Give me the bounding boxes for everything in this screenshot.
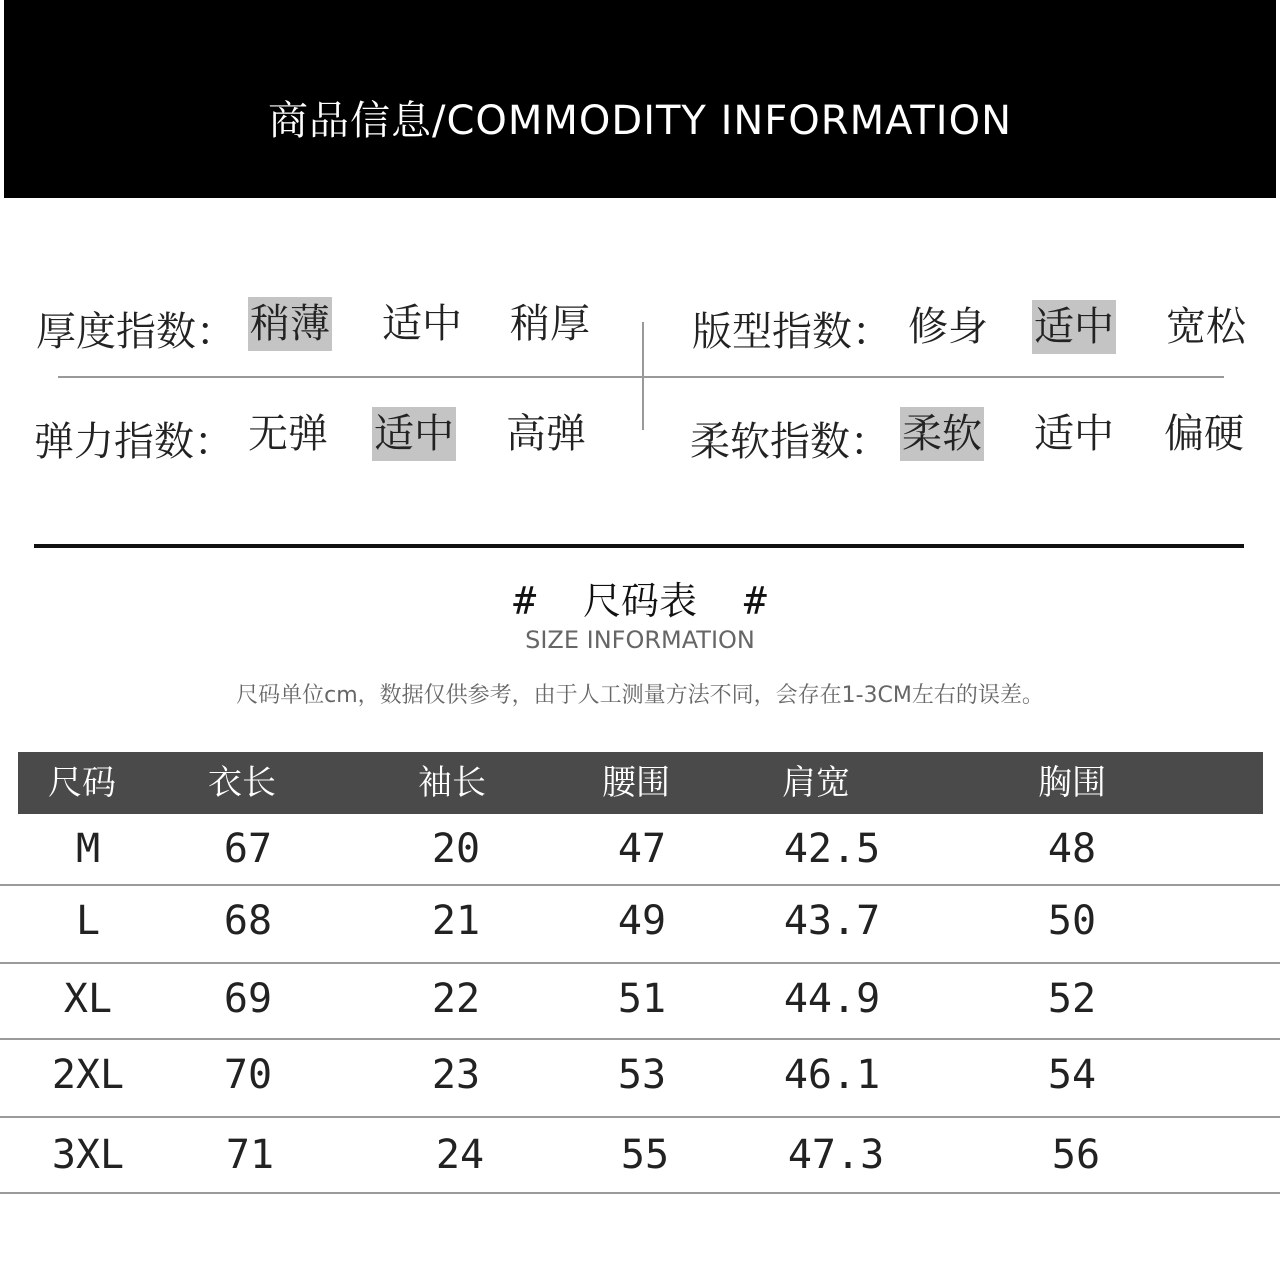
table-row-divider: [0, 884, 1280, 886]
thickness-label: 厚度指数：: [36, 309, 236, 355]
size-chart-subtitle: SIZE INFORMATION: [525, 626, 755, 654]
table-cell: 42.5: [783, 826, 881, 872]
softness-option-hard: 偏硬: [1164, 411, 1244, 457]
fit-option-regular: 适中: [1032, 300, 1116, 354]
table-cell: M: [75, 826, 101, 872]
table-cell: 21: [431, 898, 481, 944]
thickness-option-medium: 适中: [382, 301, 462, 347]
table-cell: 46.1: [783, 1052, 881, 1098]
elasticity-option-medium: 适中: [372, 407, 456, 461]
column-header-sleeve: 袖长: [418, 763, 486, 803]
elasticity-option-high: 高弹: [506, 411, 586, 457]
index-divider-vertical: [642, 322, 644, 430]
header-banner: [4, 0, 1276, 198]
softness-option-medium: 适中: [1034, 411, 1114, 457]
table-cell: 55: [620, 1132, 670, 1178]
table-cell: 52: [1047, 976, 1097, 1022]
table-cell: 51: [617, 976, 667, 1022]
table-cell: XL: [63, 976, 113, 1022]
table-row-divider: [0, 1116, 1280, 1118]
table-cell: 48: [1047, 826, 1097, 872]
column-header-waist: 腰围: [602, 763, 670, 803]
table-cell: 67: [223, 826, 273, 872]
table-cell: 49: [617, 898, 667, 944]
table-cell: 68: [223, 898, 273, 944]
table-cell: 53: [617, 1052, 667, 1098]
table-cell: 43.7: [783, 898, 881, 944]
size-chart-title: # 尺码表 #: [513, 579, 767, 623]
index-divider-horizontal: [58, 376, 1224, 378]
elasticity-option-none: 无弹: [248, 411, 328, 457]
size-table-header: [18, 752, 1263, 814]
size-chart-note: 尺码单位cm，数据仅供参考，由于人工测量方法不同，会存在1-3CM左右的误差。: [236, 683, 1044, 708]
table-cell: 2XL: [51, 1052, 125, 1098]
section-divider: [34, 544, 1244, 548]
table-row-divider: [0, 1192, 1280, 1194]
fit-option-slim: 修身: [908, 304, 988, 350]
table-cell: 3XL: [51, 1132, 125, 1178]
table-row-divider: [0, 1038, 1280, 1040]
column-header-length: 衣长: [208, 763, 276, 803]
table-cell: 70: [223, 1052, 273, 1098]
table-cell: 71: [225, 1132, 275, 1178]
table-cell: 23: [431, 1052, 481, 1098]
table-cell: 54: [1047, 1052, 1097, 1098]
table-cell: 24: [435, 1132, 485, 1178]
table-cell: L: [75, 898, 101, 944]
table-cell: 22: [431, 976, 481, 1022]
table-cell: 50: [1047, 898, 1097, 944]
table-cell: 44.9: [783, 976, 881, 1022]
thickness-option-thick: 稍厚: [510, 301, 590, 347]
table-cell: 47: [617, 826, 667, 872]
thickness-option-thin: 稍薄: [248, 297, 332, 351]
table-cell: 69: [223, 976, 273, 1022]
table-cell: 47.3: [787, 1132, 885, 1178]
fit-label: 版型指数：: [692, 309, 892, 355]
softness-label: 柔软指数：: [690, 419, 890, 465]
table-cell: 56: [1051, 1132, 1101, 1178]
column-header-chest: 胸围: [1038, 763, 1106, 803]
fit-option-loose: 宽松: [1166, 304, 1246, 350]
header-title: 商品信息/COMMODITY INFORMATION: [268, 97, 1012, 144]
table-row-divider: [0, 962, 1280, 964]
table-cell: 20: [431, 826, 481, 872]
elasticity-label: 弹力指数：: [34, 419, 234, 465]
column-header-shoulder: 肩宽: [782, 763, 850, 803]
softness-option-soft: 柔软: [900, 407, 984, 461]
column-header-size: 尺码: [48, 763, 116, 803]
